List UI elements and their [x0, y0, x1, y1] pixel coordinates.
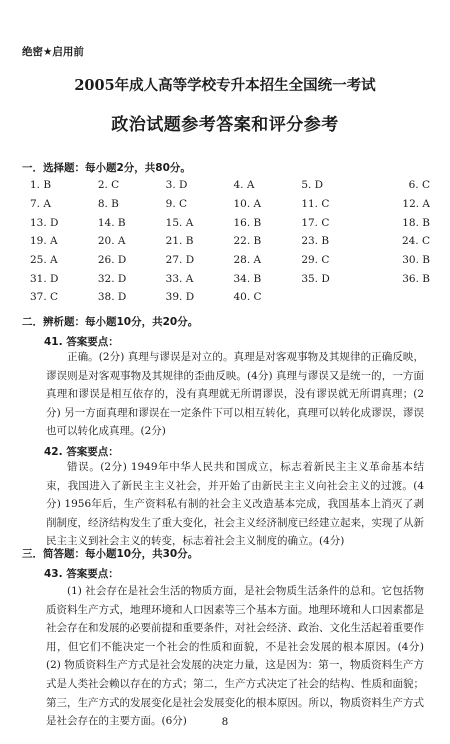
answer-row: [30, 213, 430, 232]
answer-cell: 19. A: [30, 235, 58, 248]
q43-answer: (1) 社会存在是社会生活的物质方面，是社会物质生活条件的总和。它包括物质资料生产方式，地理环境和人口因素等三个基本方面。地理环境和人口因素都是社会存在和发展的必要前提和重要条件，对社会经济、政治、文化生活起着重要作用，但它们不能决定一个社会的性质和面貌，不是社会发展的根本原因。(4分) (2) 物质资料生产方式是社会发展的决定力量，这是因为：第一，物质资料生产方式是人类社会赖以存在的方式；第二，生产方式决定了社会的结构、性质和面貌；第三，生产方式的发展变化是社会发展变化的根本原因。所以，物质资料生产方式是社会存在的主要方面。(6分): [46, 585, 424, 728]
confidential-mark: 绝密★启用前: [22, 46, 84, 58]
answer-row: [30, 288, 430, 307]
answer-cell: 1. B: [30, 179, 52, 192]
answer-cell: 3. D: [165, 179, 188, 192]
document-subtitle: 政治试题参考答案和评分参考: [111, 115, 339, 135]
answer-cell: 8. B: [97, 198, 119, 211]
answer-grid: [30, 176, 430, 307]
answer-cell: 39. D: [165, 291, 195, 304]
answer-cell: 2. C: [97, 179, 120, 192]
q43-label: 43. 答案要点：: [44, 568, 119, 580]
answer-cell: 20. A: [97, 235, 126, 248]
answer-cell: 31. D: [30, 272, 59, 285]
q41-answer: 正确。(2分) 真理与谬误是对立的。真理是对客观事物及其规律的正确反映，谬误则是对客观事物及其规律的歪曲反映。(4分) 真理与谬误又是统一的，一方面真理和谬误是相互依存的，没有真理就无所谓谬误，没有谬误就无所谓真理；(2分) 另一方面真理和谬误在一定条件下可以相互转化，真理可以转化成谬误，谬误也可以转化成真理。(2分): [46, 351, 424, 438]
answer-cell: 34. B: [233, 272, 262, 285]
answer-cell: 6. C: [408, 179, 431, 192]
q42-label: 42. 答案要点：: [44, 446, 119, 458]
answer-cell: 5. D: [301, 179, 324, 192]
answer-cell: 4. A: [233, 179, 255, 192]
answer-cell: 9. C: [165, 198, 188, 211]
answer-cell: 37. C: [30, 291, 59, 304]
answer-row: [30, 176, 430, 195]
answer-cell: 28. A: [233, 254, 262, 267]
answer-cell: 27. D: [165, 254, 195, 267]
answer-cell: 22. B: [233, 235, 262, 248]
answer-cell: 17. C: [301, 216, 330, 229]
answer-cell: 36. B: [402, 272, 431, 285]
answer-cell: 38. D: [97, 291, 127, 304]
answer-row: [30, 269, 430, 288]
section3-heading: 三．简答题：每小题10分，共30分。: [22, 548, 199, 560]
answer-cell: 24. C: [401, 235, 431, 248]
answer-cell: 16. B: [233, 216, 262, 229]
answer-cell: 33. A: [165, 272, 194, 285]
answer-cell: 15. A: [165, 216, 194, 229]
answer-row: [30, 195, 430, 214]
answer-cell: 18. B: [402, 216, 431, 229]
answer-cell: 23. B: [301, 235, 330, 248]
q42-answer: 错误。(2分) 1949年中华人民共和国成立，标志着新民主主义革命基本结束，我国进入了新民主主义社会，并开始了由新民主主义向社会主义的过渡。(4分) 1956年后，生产资料私有制的社会主义改造基本完成，我国基本上消灭了剥削制度，经济结构发生了重大变化，社会主义经济制度已经建立起来，实现了从新民主主义到社会主义的转变，标志着社会主义制度的确立。(4分): [46, 461, 424, 548]
answer-cell: 25. A: [30, 254, 58, 267]
exam-title: 2005年成人高等学校专升本招生全国统一考试: [74, 77, 376, 94]
answer-cell: 29. C: [301, 254, 330, 267]
section1-heading: 一．选择题：每小题2分，共80分。: [22, 162, 191, 174]
answer-cell: 35. D: [301, 272, 330, 285]
answer-cell: 40. C: [233, 291, 262, 304]
page-number: 8: [221, 716, 229, 728]
answer-cell: 26. D: [97, 254, 127, 267]
answer-cell: 7. A: [30, 198, 51, 211]
section2-heading: 二．辨析题：每小题10分，共20分。: [22, 316, 199, 328]
answer-cell: 30. B: [402, 254, 431, 267]
q41-label: 41. 答案要点：: [44, 336, 119, 348]
answer-row: [30, 232, 430, 251]
answer-cell: 11. C: [301, 198, 330, 211]
answer-cell: 32. D: [97, 272, 127, 285]
answer-cell: 12. A: [402, 198, 431, 211]
answer-cell: 14. B: [97, 216, 126, 229]
answer-cell: 21. B: [165, 235, 194, 248]
answer-cell: 13. D: [30, 216, 59, 229]
answer-cell: 10. A: [233, 198, 262, 211]
answer-row: [30, 251, 430, 270]
